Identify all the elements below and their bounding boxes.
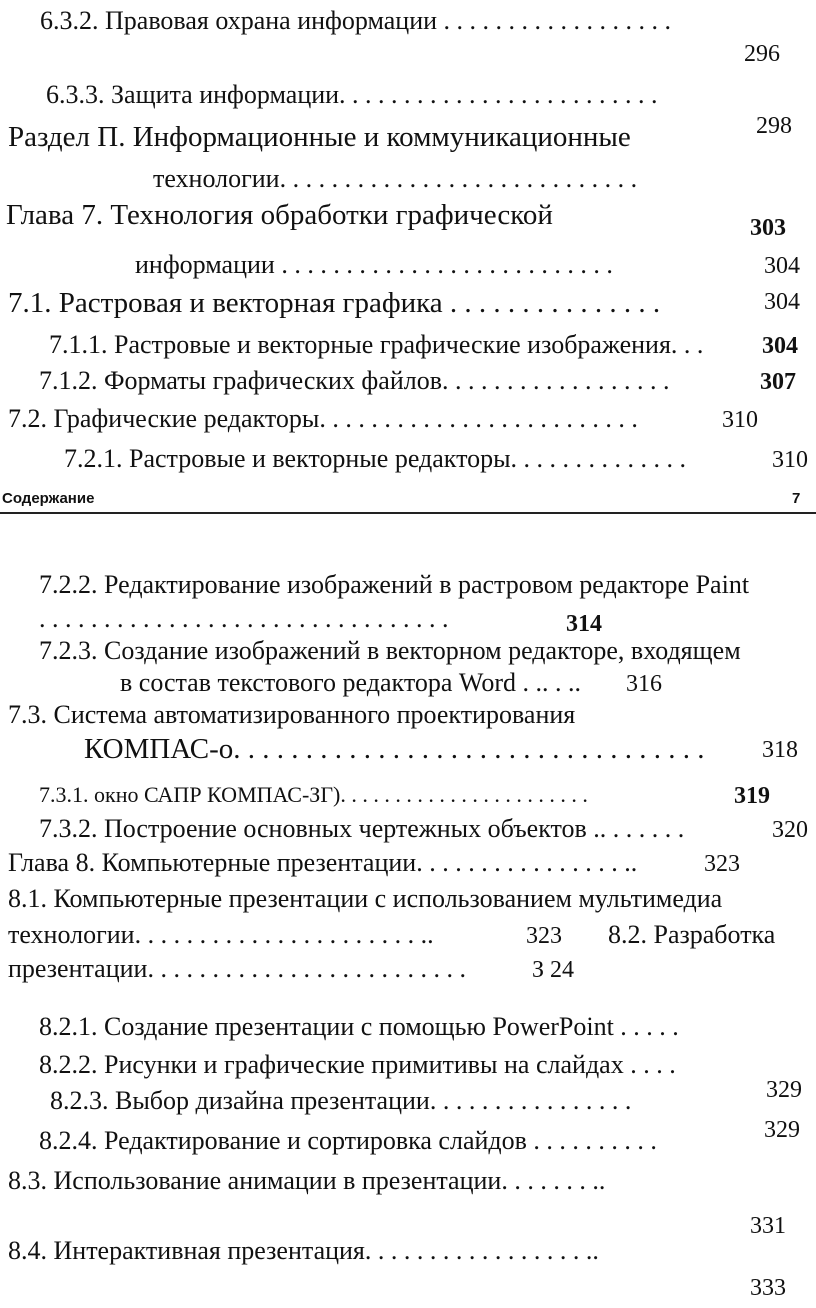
toc-entry-text: 7.2.3. Создание изображений в векторном редакторе, входящем [39, 636, 741, 665]
toc-entry-page: 307 [760, 369, 796, 395]
toc-entry-page: 329 [766, 1077, 802, 1103]
toc-entry-text: технологии. . . . . . . . . . . . . . . . . . . . . . . . . . . . [153, 164, 638, 193]
toc-entry-page: 333 [750, 1275, 786, 1301]
toc-entry-text: 8.4. Интерактивная презентация. . . . . . . . . . . . . . . . . .. [8, 1236, 599, 1265]
toc-entry-page: 318 [762, 737, 798, 763]
toc-entry-text: 8.1. Компьютерные презентации с использованием мультимедиа [8, 884, 723, 913]
toc-entry-page: 316 [626, 671, 662, 697]
toc-entry-page: 296 [744, 41, 780, 67]
toc-entry-text: 8.2.1. Создание презентации с помощью PowerPoint . . . . . [39, 1012, 679, 1041]
toc-entry-text: информации . . . . . . . . . . . . . . . . . . . . . . . . . . [135, 250, 613, 279]
header-divider [0, 512, 816, 514]
toc-entry-text: 6.3.3. Защита информации. . . . . . . . . . . . . . . . . . . . . . . . . [46, 80, 658, 109]
toc-entry-text: . . . . . . . . . . . . . . . . . . . . . . . . . . . . . . . . [39, 604, 449, 633]
toc-entry-page: 310 [722, 407, 758, 433]
toc-entry-page: 320 [772, 817, 808, 843]
toc-entry-text: 7.1.2. Форматы графических файлов. . . . . . . . . . . . . . . . . . [39, 366, 670, 395]
toc-entry-page: 319 [734, 783, 770, 809]
toc-entry-text: 7.2.2. Редактирование изображений в растровом редакторе Paint [39, 570, 750, 599]
chapter-title: Глава 7. Технология обработки графической [6, 199, 553, 231]
toc-entry-page: 298 [756, 113, 792, 139]
toc-entry-text: КОМПАС-о. . . . . . . . . . . . . . . . . . . . . . . . . . . . . . . . . [84, 733, 705, 765]
toc-entry-page: 304 [762, 333, 798, 359]
section-title: Раздел П. Информационные и коммуникационные [8, 121, 631, 153]
toc-entry-text: 7.1. Растровая и векторная графика . . . . . . . . . . . . . . . [8, 287, 661, 319]
toc-entry-page: 331 [750, 1213, 786, 1239]
toc-entry-text: 8.2. Разработка [608, 920, 776, 949]
toc-entry-page: 314 [566, 611, 602, 637]
toc-entry-text: 8.3. Использование анимации в презентации. . . . . . . .. [8, 1166, 606, 1195]
toc-entry-text: 7.1.1. Растровые и векторные графические изображения. . . [49, 330, 704, 359]
page-header-title: Содержание [2, 490, 95, 507]
toc-entry-page: 323 [526, 923, 562, 949]
toc-entry-page: 303 [750, 215, 786, 241]
toc-entry-text: 6.3.2. Правовая охрана информации . . . . . . . . . . . . . . . . . . [40, 6, 672, 35]
toc-entry-text: 8.2.4. Редактирование и сортировка слайдов . . . . . . . . . . [39, 1126, 657, 1155]
toc-entry-page: 329 [764, 1117, 800, 1143]
toc-entry-page: 304 [764, 289, 800, 315]
toc-entry-text: 7.3.1. окно САПР КОМПАС-ЗГ). . . . . . . . . . . . . . . . . . . . . . . [39, 782, 588, 807]
toc-entry-text: 8.2.3. Выбор дизайна презентации. . . . . . . . . . . . . . . . [50, 1086, 632, 1115]
toc-entry-text: 7.2. Графические редакторы. . . . . . . . . . . . . . . . . . . . . . . . . [8, 404, 638, 433]
toc-entry-text: 7.3.2. Построение основных чертежных объектов .. . . . . . . [39, 814, 685, 843]
page-header-number: 7 [792, 490, 801, 507]
toc-entry-text: 8.2.2. Рисунки и графические примитивы на слайдах . . . . [39, 1050, 676, 1079]
toc-entry-text: 7.3. Система автоматизированного проектирования [8, 700, 576, 729]
toc-entry-text: презентации. . . . . . . . . . . . . . . . . . . . . . . . . [8, 954, 466, 983]
toc-entry-text: в состав текстового редактора Word . .. . .. [120, 668, 581, 697]
chapter-title: Глава 8. Компьютерные презентации. . . . . . . . . . . . . . . . .. [8, 848, 638, 877]
toc-entry-page: 304 [764, 253, 800, 279]
toc-entry-text: технологии. . . . . . . . . . . . . . . . . . . . . . .. [8, 920, 434, 949]
toc-entry-page: 323 [704, 851, 740, 877]
toc-entry-text: 7.2.1. Растровые и векторные редакторы. . . . . . . . . . . . . . [64, 444, 687, 473]
toc-entry-page: 310 [772, 447, 808, 473]
toc-entry-page: З 24 [532, 957, 575, 983]
